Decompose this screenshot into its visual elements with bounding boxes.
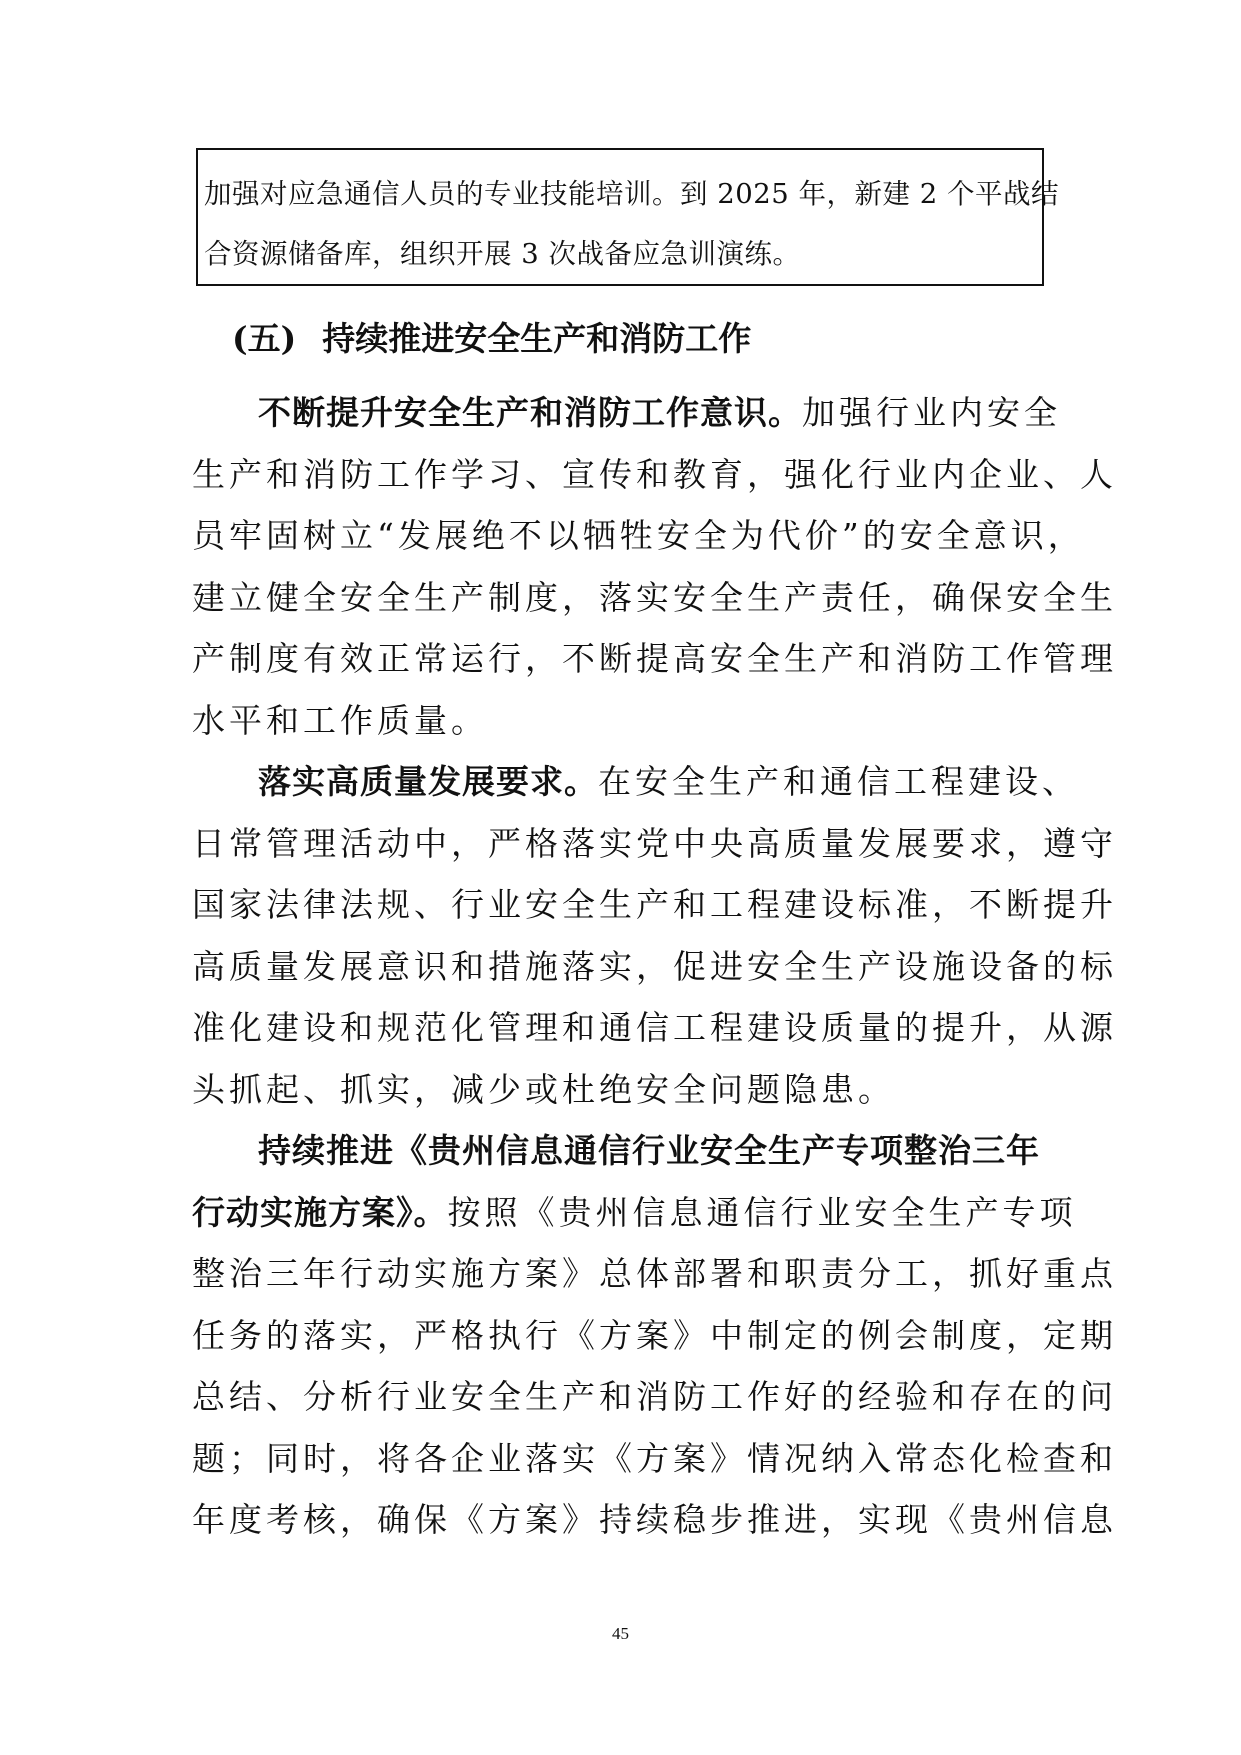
- paragraph-lead: 持续推进《贵州信息通信行业安全生产专项整治三年: [258, 1131, 1040, 1170]
- section-title: 持续推进安全生产和消防工作: [322, 319, 752, 358]
- paragraph-line: [192, 1182, 1077, 1244]
- paragraph-line: 水平和工作质量。: [192, 700, 488, 740]
- paragraph-line: 年度考核，确保《方案》持续稳步推进，实现《贵州信息: [192, 1500, 1117, 1539]
- paragraph-line: 总结、分析行业安全生产和消防工作好的经验和存在的问: [192, 1377, 1117, 1416]
- section-heading: [232, 314, 751, 364]
- paragraph-line: 准化建设和规范化管理和通信工程建设质量的提升，从源: [192, 1008, 1117, 1047]
- boxed-note: [196, 148, 1059, 286]
- paragraph-lead-continued: 行动实施方案》。: [192, 1192, 448, 1232]
- paragraph-line: 产制度有效正常运行，不断提高安全生产和消防工作管理: [192, 639, 1117, 678]
- paragraph-text: 在安全生产和通信工程建设、: [598, 762, 1079, 801]
- paragraph-line: [192, 382, 1072, 444]
- paragraph-text: 加强行业内安全: [802, 393, 1061, 432]
- paragraph-line: 生产和消防工作学习、宣传和教育，强化行业内企业、人: [192, 454, 1117, 494]
- paragraph-line: 建立健全安全生产制度，落实安全生产责任，确保安全生: [192, 577, 1117, 617]
- paragraph-safety-awareness: [192, 382, 1117, 751]
- paragraph-line: 员牢固树立“发展绝不以牺牲安全为代价”的安全意识，: [192, 516, 1085, 555]
- paragraph-three-year-plan: [192, 1120, 1117, 1551]
- paragraph-line: 题；同时，将各企业落实《方案》情况纳入常态化检查和: [192, 1438, 1117, 1478]
- boxed-note-line: 合资源储备库，组织开展 3 次战备应急训演练。: [204, 238, 801, 270]
- paragraph-quality-development: [192, 751, 1117, 1120]
- paragraph-line: 任务的落实，严格执行《方案》中制定的例会制度，定期: [192, 1315, 1117, 1355]
- paragraph-text: 按照《贵州信息通信行业安全生产专项: [447, 1192, 1077, 1232]
- page-number: 45: [612, 1624, 629, 1643]
- boxed-note-line: 加强对应急通信人员的专业技能培训。到 2025 年，新建 2 个平战结: [204, 178, 1059, 210]
- paragraph-line: 国家法律法规、行业安全生产和工程建设标准，不断提升: [192, 885, 1117, 924]
- paragraph-line: 日常管理活动中，严格落实党中央高质量发展要求，遵守: [192, 823, 1117, 863]
- paragraph-line: 头抓起、抓实，减少或杜绝安全问题隐患。: [192, 1069, 895, 1109]
- paragraph-line: 整治三年行动实施方案》总体部署和职责分工，抓好重点: [192, 1254, 1117, 1293]
- section-number: (五): [232, 319, 297, 358]
- paragraph-line: 高质量发展意识和措施落实，促进安全生产设施设备的标: [192, 946, 1117, 986]
- paragraph-lead: 不断提升安全生产和消防工作意识。: [258, 393, 802, 432]
- paragraph-lead: 落实高质量发展要求。: [258, 762, 598, 801]
- paragraph-line: [192, 751, 1079, 813]
